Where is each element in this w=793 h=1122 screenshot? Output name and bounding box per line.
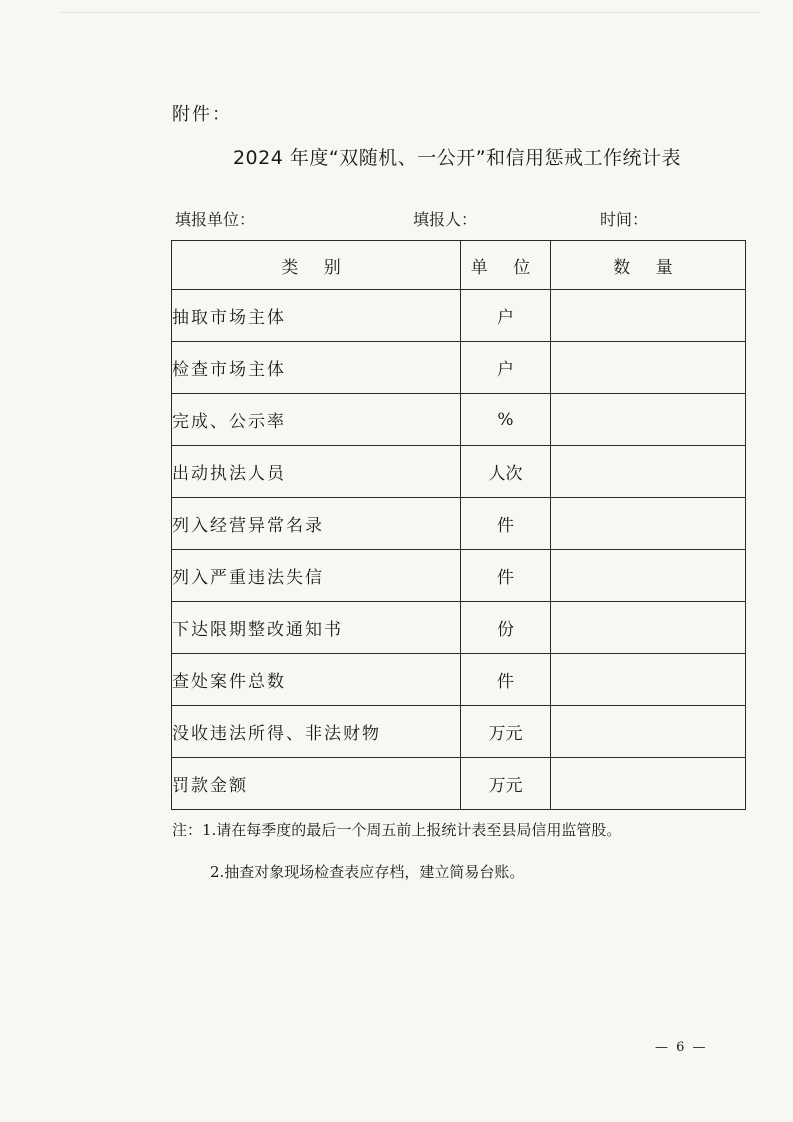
row-category: 罚款金额	[172, 758, 461, 810]
row-category: 检查市场主体	[172, 342, 461, 394]
row-category: 出动执法人员	[172, 446, 461, 498]
row-category: 抽取市场主体	[172, 290, 461, 342]
table-row	[172, 290, 746, 342]
row-category: 查处案件总数	[172, 654, 461, 706]
row-quantity[interactable]	[551, 290, 746, 342]
row-unit: 户	[461, 290, 551, 342]
row-quantity[interactable]	[551, 498, 746, 550]
row-category: 完成、公示率	[172, 394, 461, 446]
scan-edge-line	[60, 12, 760, 13]
table-row	[172, 602, 746, 654]
row-unit: 件	[461, 498, 551, 550]
table-header-row	[172, 241, 746, 290]
table-row	[172, 446, 746, 498]
row-unit: 万元	[461, 706, 551, 758]
table-row	[172, 394, 746, 446]
row-category: 列入严重违法失信	[172, 550, 461, 602]
table-row	[172, 342, 746, 394]
table-row	[172, 654, 746, 706]
table-row	[172, 758, 746, 810]
fill-unit-label: 填报单位：	[175, 210, 256, 229]
attachment-label: 附件：	[172, 104, 232, 125]
document-title: 2024 年度“双随机、一公开”和信用惩戒工作统计表	[232, 147, 682, 169]
row-unit: 人次	[461, 446, 551, 498]
row-category: 下达限期整改通知书	[172, 602, 461, 654]
row-quantity[interactable]	[551, 758, 746, 810]
statistics-table	[171, 240, 746, 810]
row-quantity[interactable]	[551, 394, 746, 446]
row-quantity[interactable]	[551, 550, 746, 602]
note-line-1: 注：1.请在每季度的最后一个周五前上报统计表至县局信用监管股。	[172, 821, 622, 839]
row-unit: %	[461, 394, 551, 446]
row-quantity[interactable]	[551, 602, 746, 654]
row-unit: 万元	[461, 758, 551, 810]
page-number: — 6 —	[655, 1040, 708, 1055]
table-row	[172, 550, 746, 602]
table-row	[172, 706, 746, 758]
header-quantity: 数 量	[551, 241, 746, 290]
row-category: 列入经营异常名录	[172, 498, 461, 550]
row-category: 没收违法所得、非法财物	[172, 706, 461, 758]
note-line-2: 2.抽查对象现场检查表应存档，建立简易台账。	[210, 863, 525, 881]
header-unit: 单 位	[461, 241, 551, 290]
row-unit: 户	[461, 342, 551, 394]
row-quantity[interactable]	[551, 654, 746, 706]
row-unit: 件	[461, 550, 551, 602]
table-row	[172, 498, 746, 550]
row-quantity[interactable]	[551, 706, 746, 758]
fill-time-label: 时间：	[600, 210, 649, 229]
fill-info-row	[175, 207, 745, 231]
row-unit: 件	[461, 654, 551, 706]
header-category: 类 别	[172, 241, 461, 290]
row-quantity[interactable]	[551, 342, 746, 394]
row-quantity[interactable]	[551, 446, 746, 498]
fill-person-label: 填报人：	[413, 210, 478, 229]
row-unit: 份	[461, 602, 551, 654]
